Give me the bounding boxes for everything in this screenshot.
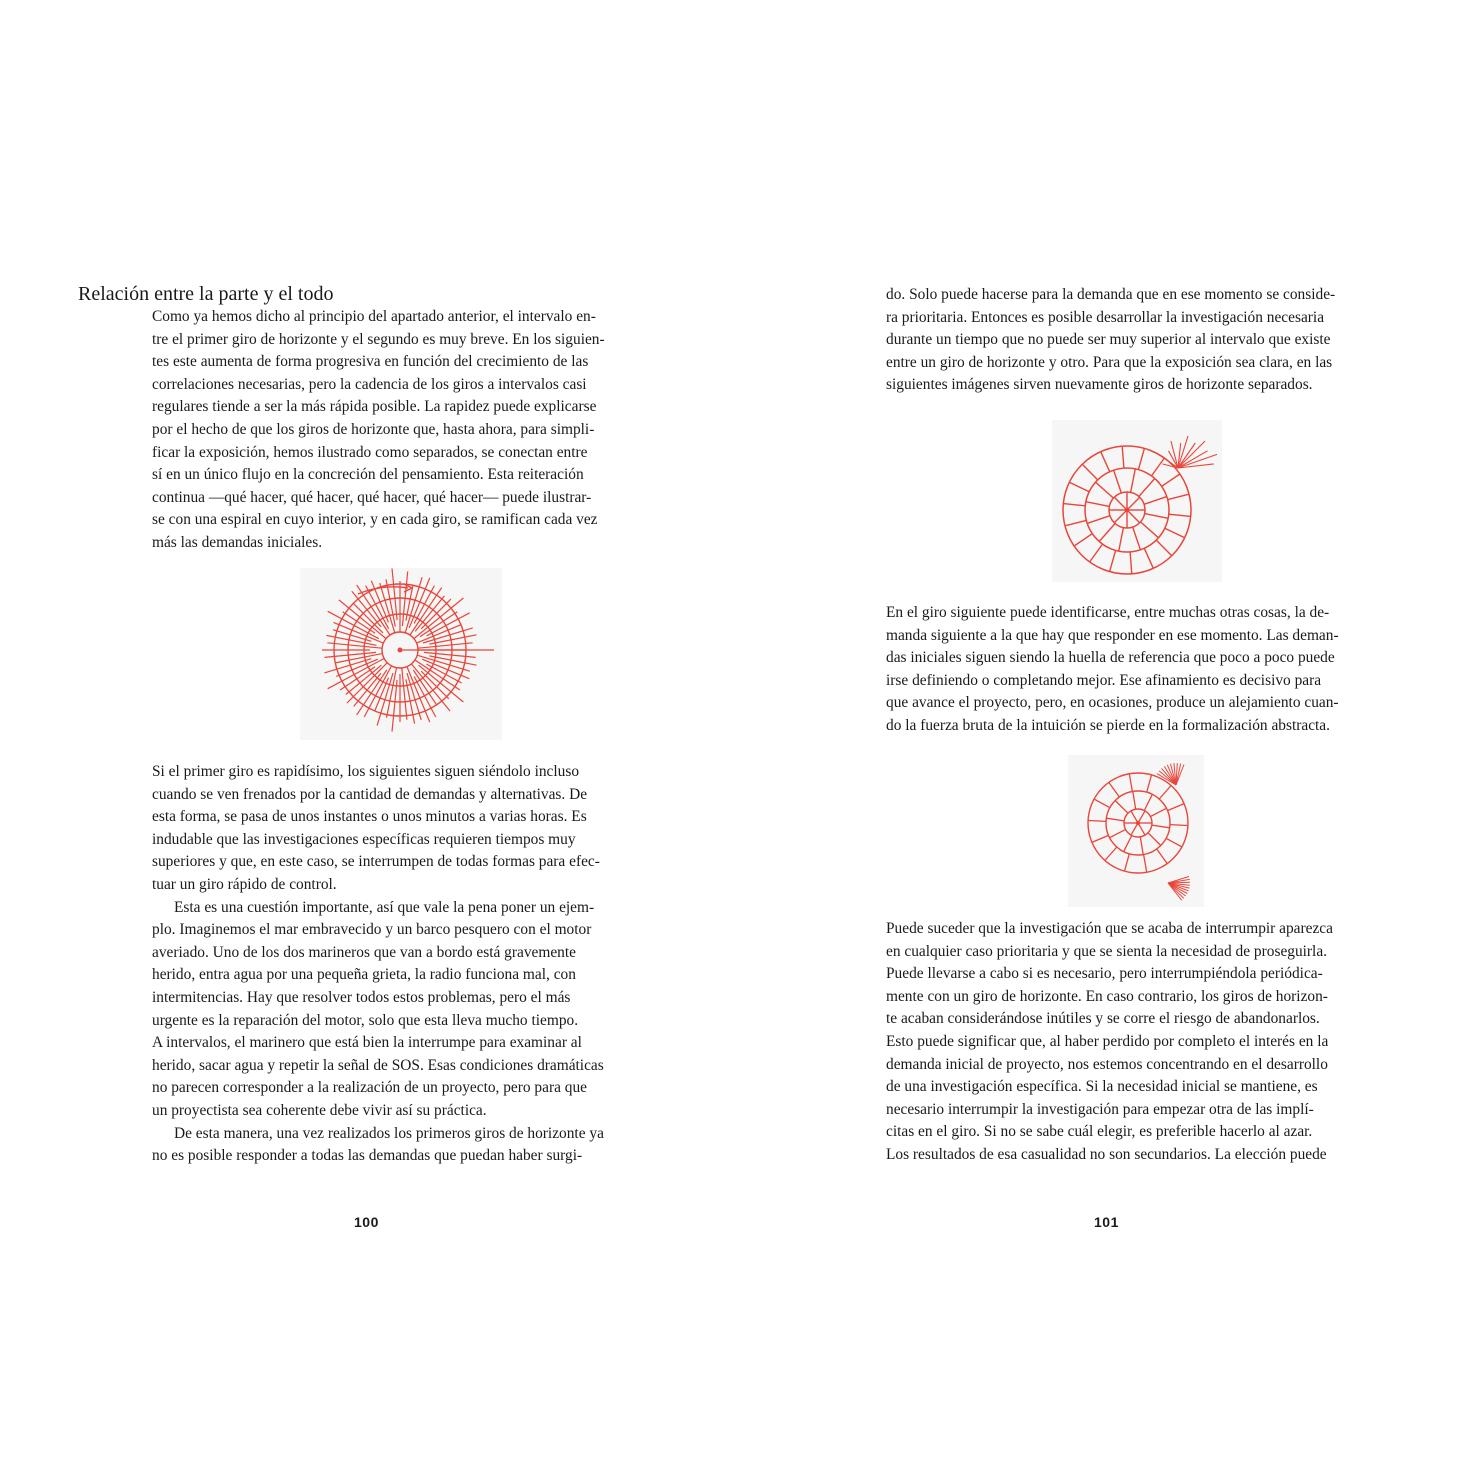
paragraph: Como ya hemos dicho al principio del apartado anterior, el intervalo en- tre el primer giro de horizonte y el segundo es muy breve. En los siguien- tes este aumenta de forma progresiva en función del crecimiento de las correlaciones necesarias, pero la cadencia de los giros a intervalos casi regulares tiende a ser la más rápida posible. La rapidez puede explicarse por el hecho de que los giros de horizonte que, hasta ahora, para simpli- ficar la exposición, hemos ilustrado como separados, se conectan entre sí en un único flujo en la concreción del pensamiento. Esta reiteración continua —qué hacer, qué hacer, qué hacer, qué hacer— puede ilustrar- se con una espiral en cuyo interior, y en cada giro, se ramifican cada vez más las demandas iniciales. <box>152 308 605 551</box>
paragraph: Si el primer giro es rapidísimo, los siguientes siguen siéndolo incluso cuando se ven frenados por la cantidad de demandas y alternativas. De esta forma, se pasa de unos instantes o unos minutos a varias horas. Es indudable que las investigaciones específicas requieren tiempos muy superiores y que, en este caso, se interrumpen de todas formas para efec- tuar un giro rápido de control. <box>152 763 600 893</box>
right-text-block-2 <box>886 602 1339 738</box>
segmented-circle-two-fans-drawing <box>1068 755 1204 907</box>
spiral-radiating-drawing <box>300 568 502 740</box>
paragraph: plo. Imaginemos el mar embravecido y un barco pesquero con el motor averiado. Uno de los dos marineros que van a bordo está gravemente herido, entra agua por una pequeña grieta, la radio funciona mal, con intermitencias. Hay que resolver todos estos problemas, pero el más urgente es la reparación del motor, solo que esta lleva mucho tiempo. A intervalos, el marinero que está bien la interrumpe para examinar al herido, sacar agua y repetir la señal de SOS. Esas condiciones dramáticas no parecen corresponder a la realización de un proyecto, pero para que un proyectista sea coherente debe vivir así su práctica. <box>152 921 604 1119</box>
paragraph: Puede suceder que la investigación que se acaba de interrumpir aparezca en cualquier caso prioritaria y que se sienta la necesidad de proseguirla. Puede llevarse a cabo si es necesario, pero interrumpiéndola periódica- mente con un giro de horizonte. En caso contrario, los giros de horizon- te acaban considerándose inútiles y se corre el riesgo de abandonarlos. Esto puede significar que, al haber perdido por completo el interés en la demanda inicial de proyecto, nos estemos concentrando en el desarrollo de una investigación específica. Si la necesidad inicial se mantiene, es necesario interrumpir la investigación para empezar otra de las implí- citas en el giro. Si no se sabe cuál elegir, es preferible hacerlo al azar. Los resultados de esa casualidad no son secundarios. La elección puede <box>886 920 1333 1163</box>
paragraph: De esta manera, una vez realizados los primeros giros de horizonte ya <box>174 1124 604 1142</box>
right-text-block-3 <box>886 918 1333 1167</box>
left-text-block-1 <box>152 306 605 555</box>
paragraph: Esta es una cuestión importante, así que vale la pena poner un ejem- <box>174 898 595 916</box>
right-page <box>736 0 1472 1472</box>
page-number: 100 <box>354 1214 379 1230</box>
paragraph: no es posible responder a todas las demandas que puedan haber surgi- <box>152 1147 583 1165</box>
segmented-circle-one-fan-drawing <box>1052 420 1222 582</box>
section-title: Relación entre la parte y el todo <box>78 283 334 305</box>
left-text-block-2 <box>152 761 604 1168</box>
paragraph: En el giro siguiente puede identificarse, entre muchas otras cosas, la de- manda siguiente a la que hay que responder en ese momento. Las deman- das iniciales siguen siendo la huella de referencia que poco a poco puede irse definiendo o completando mejor. Ese afinamiento es decisivo para que avance el proyecto, pero, en ocasiones, produce un alejamiento cuan- do la fuerza bruta de la intuición se pierde en la formalización abstracta. <box>886 604 1339 734</box>
paragraph: do. Solo puede hacerse para la demanda que en ese momento se conside- ra prioritaria. Entonces es posible desarrollar la investigación necesaria durante un tiempo que no puede ser muy superior al intervalo que existe entre un giro de horizonte y otro. Para que la exposición sea clara, en las siguientes imágenes sirven nuevamente giros de horizonte separados. <box>886 286 1336 394</box>
right-text-block-1 <box>886 284 1335 397</box>
page-number: 101 <box>1094 1214 1119 1230</box>
